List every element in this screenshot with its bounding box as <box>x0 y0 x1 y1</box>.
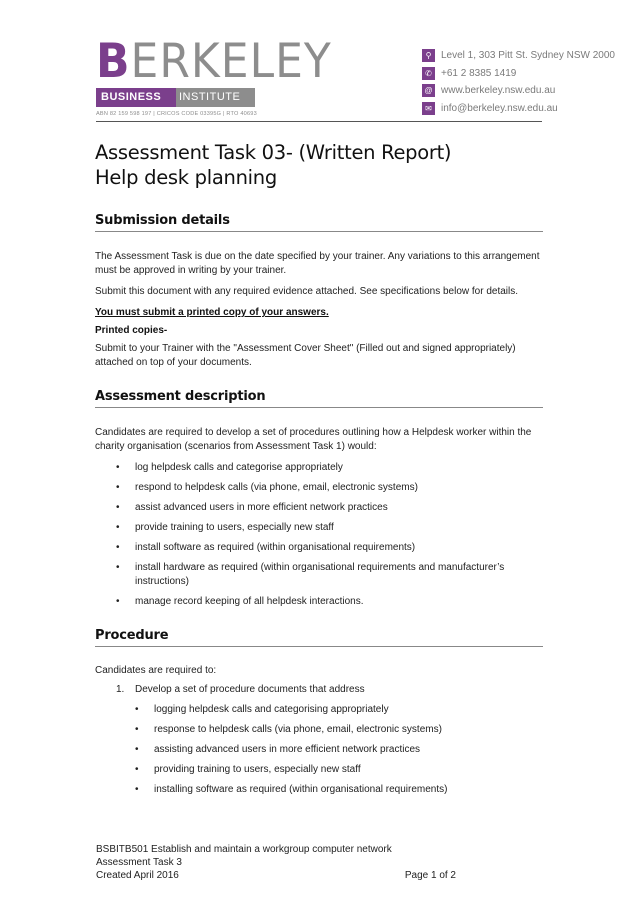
contact-web <box>422 82 615 99</box>
footer-created: Created April 2016 <box>96 870 179 881</box>
phone-icon: ✆ <box>422 67 435 80</box>
contact-email <box>422 100 615 117</box>
description-intro: Candidates are required to develop a set of procedures outlining how a Helpdesk worker within the charity organisation (scenarios from Assessment Task 1) would: <box>95 427 532 452</box>
list-item: • install hardware as required (within organisational requirements and manufacturer’s instructions) <box>116 561 543 589</box>
list-item: • log helpdesk calls and categorise appropriately <box>116 461 543 475</box>
list-item: • logging helpdesk calls and categorising appropriately <box>135 703 543 717</box>
list-item: • assist advanced users in more efficient network practices <box>116 501 543 515</box>
contact-address-text: Level 1, 303 Pitt St. Sydney NSW 2000 <box>441 50 615 61</box>
contact-phone <box>422 65 615 82</box>
footer-page-number: Page 1 of 2 <box>404 870 456 881</box>
contact-web-text[interactable]: www.berkeley.nsw.edu.au <box>441 85 556 96</box>
submission-para2: Submit this document with any required evidence attached. See specifications below for details. <box>95 286 519 297</box>
logo-first-letter: B <box>96 33 131 89</box>
submission-heading: Submission details <box>95 213 543 232</box>
list-item: • assisting advanced users in more efficient network practices <box>135 743 543 757</box>
web-icon: @ <box>422 84 435 97</box>
printed-copies-label: Printed copies- <box>95 325 168 336</box>
logo-bar <box>96 88 255 107</box>
contact-block <box>422 47 615 117</box>
registration-numbers: ABN 82 159 598 197 | CRICOS CODE 03395G | RTO 40693 <box>96 111 257 117</box>
document-title-line2: Help desk planning <box>95 166 277 189</box>
submission-para1: The Assessment Task is due on the date specified by your trainer. Any variations to this arrangement must be approved in writing by your trainer. <box>95 251 540 276</box>
logo-rest: ERKELEY <box>130 33 332 89</box>
page-footer <box>96 843 456 882</box>
list-item: • provide training to users, especially new staff <box>116 521 543 535</box>
procedure-item-1 <box>95 683 543 697</box>
procedure-bullet-list <box>135 703 543 797</box>
header-divider <box>96 121 542 122</box>
logo-wordmark <box>96 33 336 89</box>
footer-task: Assessment Task 3 <box>96 857 182 868</box>
footer-row <box>96 869 456 882</box>
description-heading: Assessment description <box>95 389 543 408</box>
list-item: • install software as required (within organisational requirements) <box>116 541 543 555</box>
document-body <box>95 140 543 803</box>
contact-email-text[interactable]: info@berkeley.nsw.edu.au <box>441 102 558 114</box>
contact-address <box>422 47 615 64</box>
location-pin-icon: ⚲ <box>422 49 435 62</box>
list-item: • respond to helpdesk calls (via phone, email, electronic systems) <box>116 481 543 495</box>
must-submit-note: You must submit a printed copy of your answers. <box>95 307 329 318</box>
procedure-item-number: 1. <box>116 684 125 695</box>
email-icon: ✉ <box>422 102 435 115</box>
footer-unit: BSBITB501 Establish and maintain a workgroup computer network <box>96 844 392 855</box>
submission-para3: Submit to your Trainer with the "Assessment Cover Sheet" (Filled out and signed appropriately) attached on top of your documents. <box>95 343 516 368</box>
list-item: • manage record keeping of all helpdesk interactions. <box>116 595 543 609</box>
procedure-heading: Procedure <box>95 628 543 647</box>
logo-bar-business: BUSINESS <box>96 88 176 107</box>
logo-bar-institute: INSTITUTE <box>176 88 255 107</box>
procedure-intro: Candidates are required to: <box>95 665 217 676</box>
contact-phone-text: +61 2 8385 1419 <box>441 67 517 79</box>
list-item: • response to helpdesk calls (via phone, email, electronic systems) <box>135 723 543 737</box>
procedure-item-text: Develop a set of procedure documents that address <box>135 684 365 695</box>
list-item: • providing training to users, especially new staff <box>135 763 543 777</box>
berkeley-logo <box>96 33 336 117</box>
list-item: • installing software as required (within organisational requirements) <box>135 783 543 797</box>
description-bullet-list <box>116 461 543 609</box>
document-title-line1: Assessment Task 03- (Written Report) <box>95 141 452 164</box>
